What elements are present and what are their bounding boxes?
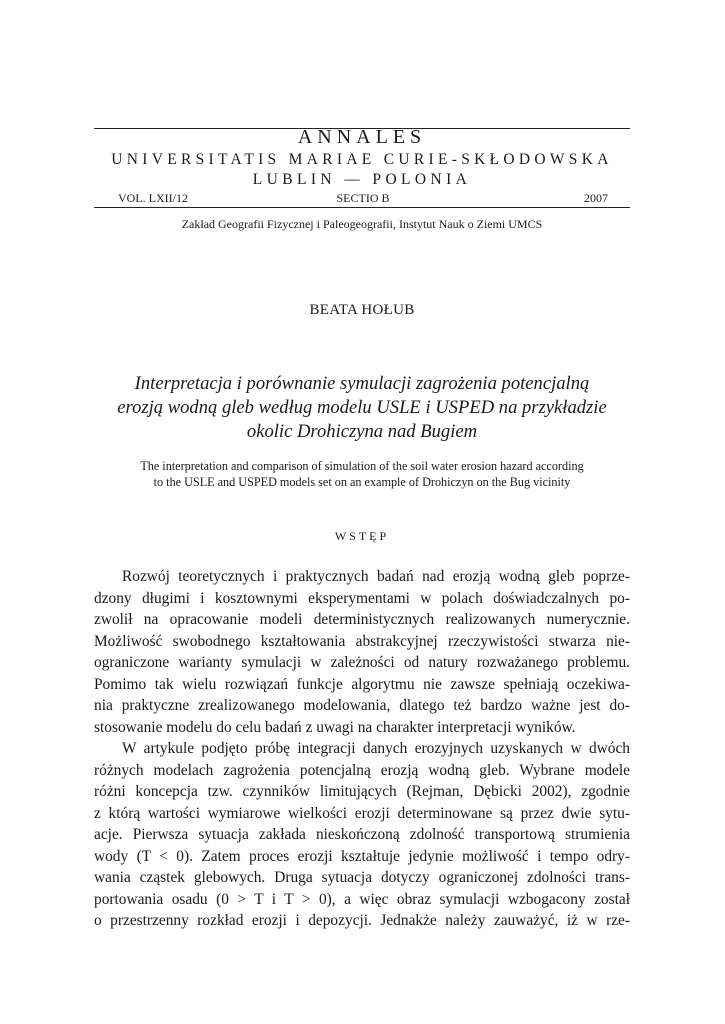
section-heading: WSTĘP — [334, 529, 390, 543]
paragraph-line: z którą wartości wymiarowe wielkości erozji determinowane są przez dwie sytu- — [94, 804, 630, 822]
title-en-line: The interpretation and comparison of simulation of the soil water erosion hazard according — [140, 459, 584, 473]
journal-university: UNIVERSITATIS MARIAE CURIE-SKŁODOWSKA — [111, 151, 613, 168]
paragraph-line: Pomimo tak wielu rozwiązań funkcje algorytmu nie zawsze spełniają oczekiwa- — [94, 675, 630, 693]
publication-year: 2007 — [584, 191, 608, 205]
affiliation: Zakład Geografii Fizycznej i Paleogeografii, Instytut Nauk o Ziemi UMCS — [181, 217, 543, 231]
title-pl-line: erozją wodną gleb według modelu USLE i USPED na przykładzie — [117, 397, 607, 418]
sectio-label: SECTIO B — [336, 191, 390, 205]
paragraph-line: różnych modelach zagrożenia potencjalną erozją wodną gleb. Wybrane modele — [94, 761, 630, 779]
title-pl-line: Interpretacja i porównanie symulacji zagrożenia potencjalną — [134, 373, 590, 394]
paragraph-line: nia praktyczne zrealizowanego modelowania, dlatego też bardzo ważne jest do- — [94, 697, 630, 714]
paragraph-line: różni koncepcja tzw. czynników limitujących (Rejman, Dębicki 2002), zgodnie — [94, 783, 630, 800]
paragraph-line: portowania osadu (0 > T i T > 0), a więc obraz symulacji wzbogacony został — [94, 890, 630, 908]
title-en-line: to the USLE and USPED models set on an example of Drohiczyn on the Bug vicinity — [153, 475, 571, 489]
volume-row — [118, 190, 608, 206]
volume-number: VOL. LXII/12 — [118, 191, 188, 205]
paragraph-line: wania cząstek glebowych. Druga sytuacja dotyczy ograniczonej zdolności trans- — [94, 869, 630, 886]
paragraph-line: W artykule podjęto próbę integracji danych erozyjnych uzyskanych w dwóch — [122, 740, 630, 757]
paragraph-line: zwolił na opracowanie modeli deterministycznych realizowanych numerycznie. — [94, 611, 630, 628]
article-title-polish — [94, 372, 630, 444]
paragraph-line: ograniczone warianty symulacji w zależności od natury rozważanego problemu. — [94, 654, 630, 671]
body-text — [94, 566, 630, 932]
paragraph-line: o przestrzenny rozkład erozji i depozycji. Jednakże należy zauważyć, iż w rze- — [94, 912, 630, 929]
header-bottom-rule — [94, 207, 630, 208]
author-name: BEATA HOŁUB — [309, 302, 415, 318]
paragraph-line: Rozwój teoretycznych i praktycznych badań nad erozją wodną gleb poprze- — [122, 568, 630, 585]
paragraph-line: stosowanie modelu do celu badań z uwagi na charakter interpretacji wyników. — [94, 718, 576, 736]
paragraph-line: acje. Pierwsza sytuacja zakłada nieskończoną zdolność transportową strumienia — [94, 826, 630, 843]
paragraph-line: Możliwość swobodnego kształtowania abstrakcyjnej rzeczywistości stwarza nie- — [94, 632, 630, 650]
paragraph-line: wody (T < 0). Zatem proces erozji kształtuje jedynie możliwość i tempo odry- — [94, 847, 630, 865]
journal-place: LUBLIN — POLONIA — [252, 171, 472, 188]
title-pl-line: okolic Drohiczyna nad Bugiem — [246, 421, 478, 442]
paragraph-line: dzony długimi i kosztownymi eksperymentami w polach doświadczalnych po- — [94, 589, 630, 607]
article-title-english — [94, 458, 630, 490]
journal-title: ANNALES — [297, 126, 427, 148]
